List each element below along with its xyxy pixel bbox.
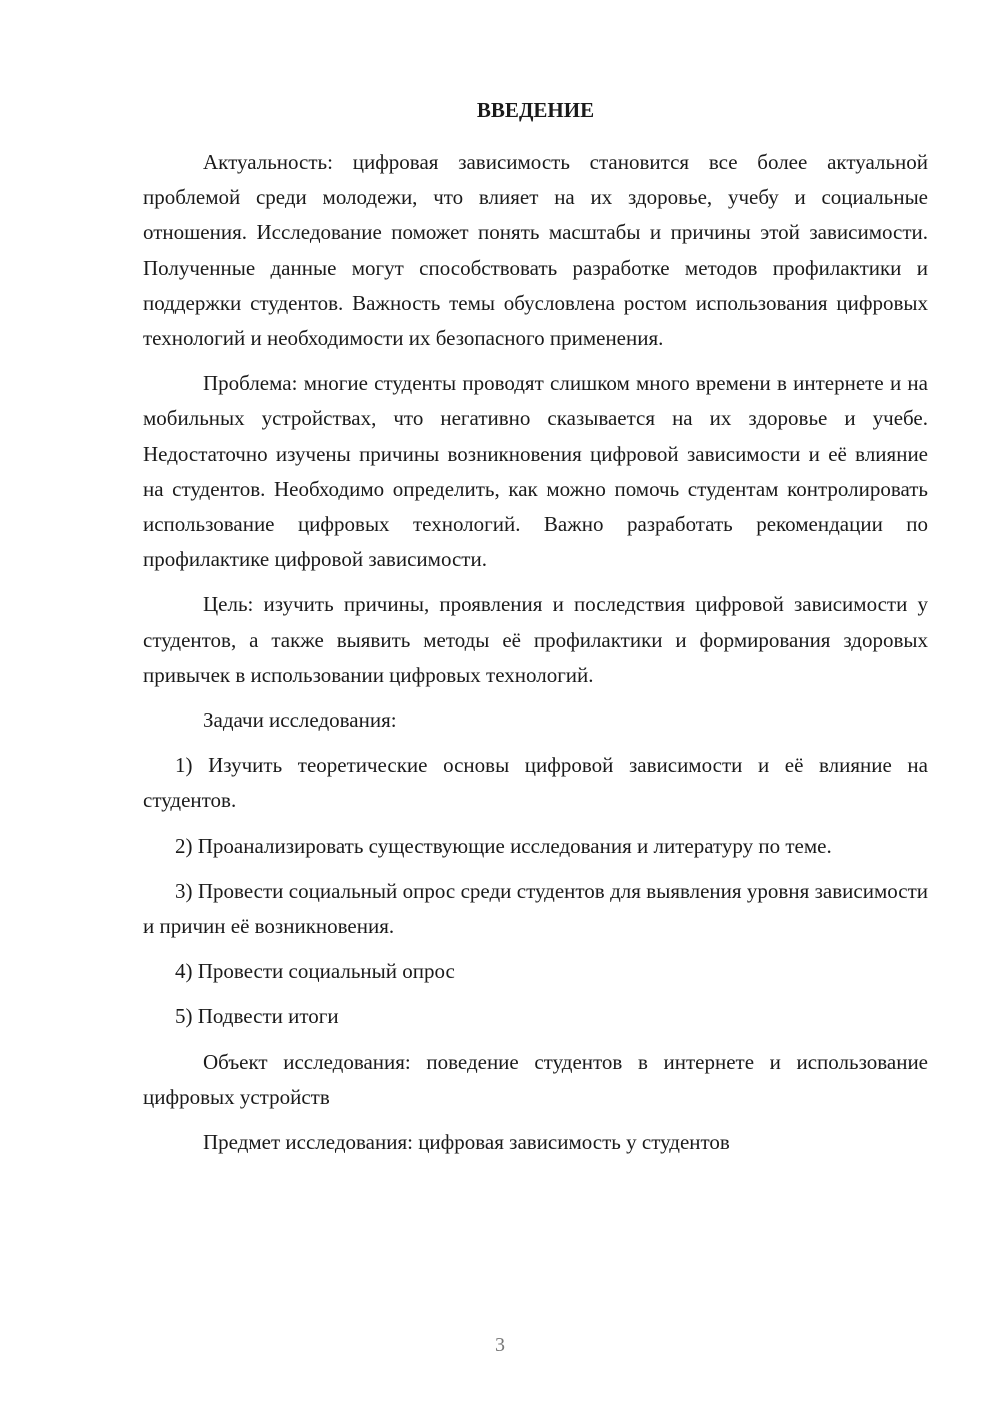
tasks-heading: Задачи исследования: bbox=[203, 708, 397, 733]
document-page bbox=[143, 95, 928, 1170]
task-item-4: 4) Провести социальный опрос bbox=[175, 959, 455, 984]
goal-paragraph: Цель: изучить причины, проявления и последствия цифровой зависимости у студентов, а также выявить методы её профилактики и формирования здоровых привычек в использовании цифровых технологий. bbox=[143, 592, 928, 687]
object-paragraph: Объект исследования: поведение студентов в интернете и использование цифровых устройств bbox=[143, 1049, 928, 1109]
section-title: ВВЕДЕНИЕ bbox=[476, 98, 595, 122]
problem-paragraph: Проблема: многие студенты проводят слишком много времени в интернете и на мобильных устройствах, что негативно сказывается на их здоровье и учебе. Недостаточно изучены причины возникновения цифровой зависимости и её влияние на студентов. Необходимо определить, как можно помочь студентам контролировать использование цифровых технологий. Важно разработать рекомендации по профилактике цифровой зависимости. bbox=[143, 371, 928, 572]
subject-paragraph: Предмет исследования: цифровая зависимость у студентов bbox=[203, 1130, 730, 1155]
task-item-1: 1) Изучить теоретические основы цифровой зависимости и её влияние на студентов. bbox=[143, 753, 928, 813]
task-item-5: 5) Подвести итоги bbox=[175, 1004, 339, 1029]
task-item-2: 2) Проанализировать существующие исследования и литературу по теме. bbox=[175, 833, 832, 858]
page-number: 3 bbox=[495, 1334, 505, 1356]
task-item-3: 3) Провести социальный опрос среди студентов для выявления уровня зависимости и причин её возникновения. bbox=[143, 878, 928, 939]
relevance-paragraph: Актуальность: цифровая зависимость становится все более актуальной проблемой среди молодежи, что влияет на их здоровье, учебу и социальные отношения. Исследование поможет понять масштабы и причины этой зависимости. Полученные данные могут способствовать разработке методов профилактики и поддержки студентов. Важность темы обусловлена ростом использования цифровых технологий и необходимости их безопасного применения. bbox=[143, 150, 928, 351]
